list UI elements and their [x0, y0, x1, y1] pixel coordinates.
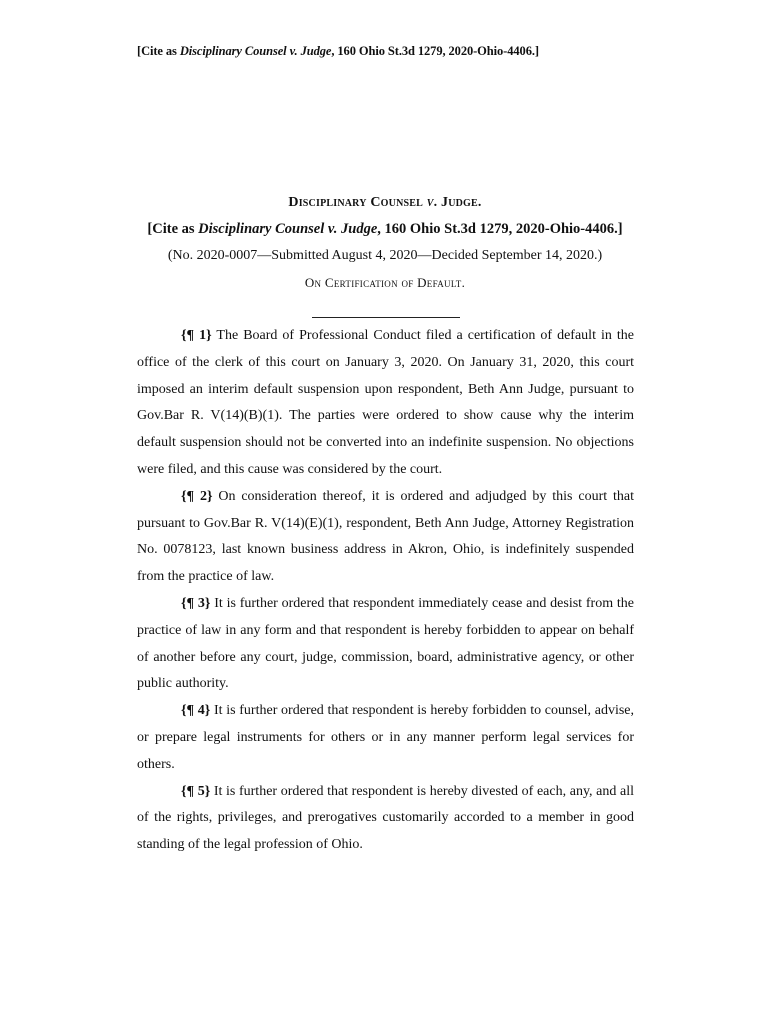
case-title-part-a: Disciplinary Counsel — [288, 195, 427, 210]
paragraph-number: {¶ 1} — [181, 328, 212, 343]
case-number-dates: (No. 2020-0007—Submitted August 4, 2020—Decided September 14, 2020.) — [167, 248, 603, 263]
case-cite-name: Disciplinary Counsel v. Judge — [198, 221, 378, 237]
paragraph-4 — [137, 698, 634, 778]
paragraph-number: {¶ 2} — [181, 488, 213, 504]
opinion-body — [137, 323, 634, 859]
case-cite-prefix: [Cite as — [147, 221, 199, 237]
header-cite-prefix: [Cite as — [137, 44, 180, 58]
case-cite-suffix: , 160 Ohio St.3d 1279, 2020-Ohio-4406.] — [377, 221, 623, 237]
case-title — [0, 195, 770, 211]
case-title-versus: v — [426, 195, 434, 210]
paragraph-text: It is further ordered that respondent immediately cease and desist from the practice of law in any form and that respondent is hereby forbidden to appear on behalf of another before any court, judge, commission, board, administrative agency, or other public authority. — [137, 595, 634, 692]
case-title-part-b: . Judge. — [433, 195, 482, 210]
header-cite-suffix: , 160 Ohio St.3d 1279, 2020-Ohio-4406.] — [331, 44, 539, 58]
procedural-posture: On Certification of Default. — [304, 275, 466, 290]
paragraph-1 — [137, 323, 634, 484]
paragraph-number: {¶ 3} — [181, 595, 211, 611]
header-case-name: Disciplinary Counsel v. Judge — [179, 44, 332, 58]
case-citation — [0, 221, 770, 238]
running-header-citation — [137, 44, 539, 59]
paragraph-5 — [137, 779, 634, 859]
paragraph-text: The Board of Professional Conduct filed a certification of default in the office of the clerk of this court on January 3, 2020. On January 31, 2020, this court imposed an interim default suspension upon respondent, Beth Ann Judge, pursuant to Gov.Bar R. V(14)(B)(1). The parties were ordered to show cause why the interim default suspension should not be converted into an indefinite suspension. No objections were filed, and this cause was considered by the court. — [137, 328, 635, 477]
paragraph-3 — [137, 591, 634, 698]
separator-rule — [312, 317, 460, 318]
paragraph-text: It is further ordered that respondent is hereby forbidden to counsel, advise, or prepare legal instruments for others or in any manner perform legal services for others. — [137, 703, 635, 772]
paragraph-number: {¶ 5} — [181, 783, 211, 799]
paragraph-number: {¶ 4} — [181, 703, 211, 719]
paragraph-text: It is further ordered that respondent is hereby divested of each, any, and all of the rights, privileges, and prerogatives customarily accorded to a member in good standing of the legal profession of Ohio. — [137, 783, 634, 853]
paragraph-2 — [137, 484, 634, 591]
paragraph-text: On consideration thereof, it is ordered and adjudged by this court that pursuant to Gov.Bar R. V(14)(E)(1), respondent, Beth Ann Judge, Attorney Registration No. 0078123, last known business address in Akron, Ohio, is indefinitely suspended from the practice of law. — [137, 488, 635, 585]
